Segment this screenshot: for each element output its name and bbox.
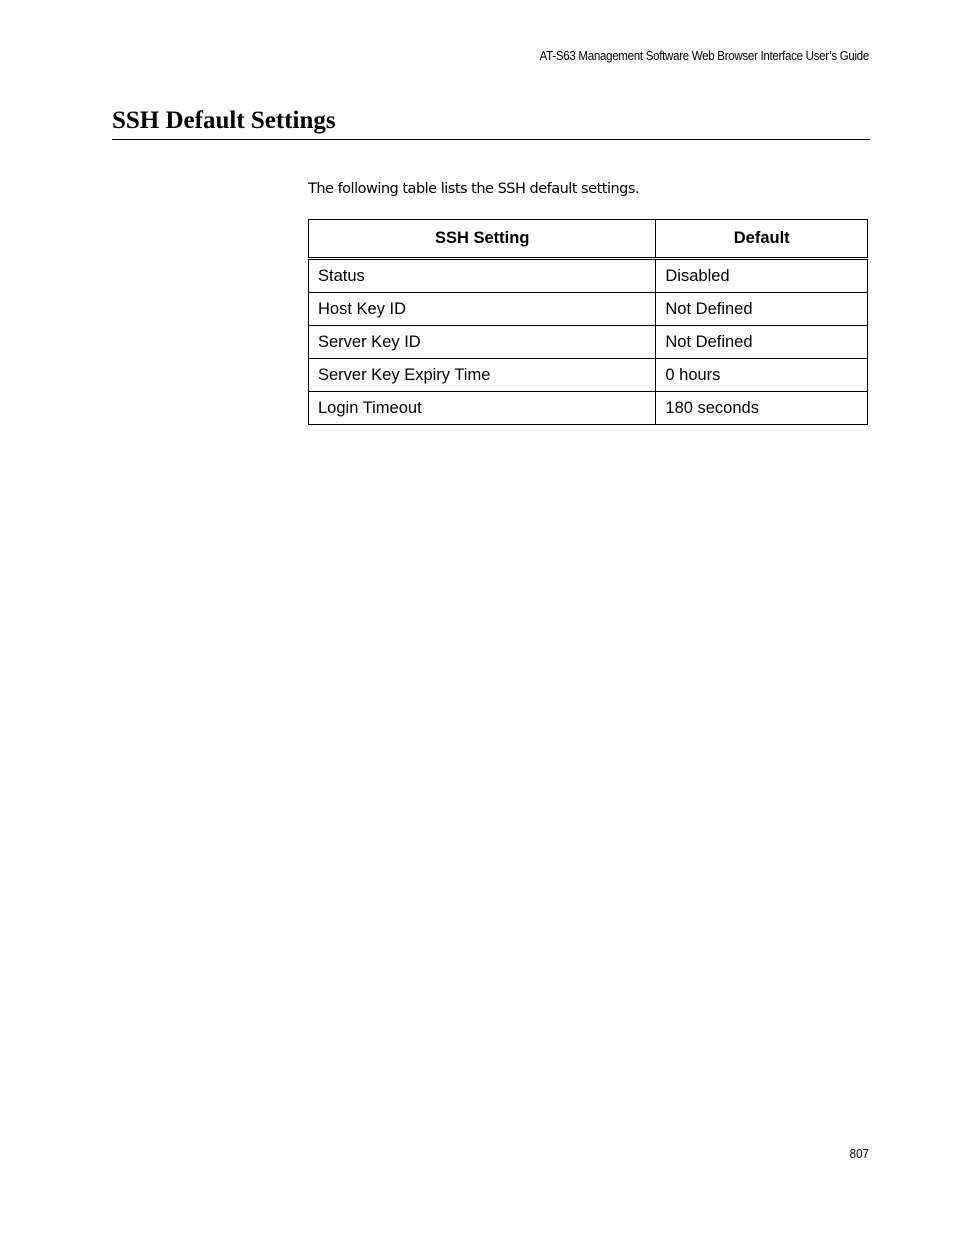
setting-name: Host Key ID xyxy=(309,293,656,326)
table-row xyxy=(309,259,868,293)
setting-name: Login Timeout xyxy=(309,392,656,425)
section-title: SSH Default Settings xyxy=(112,107,336,134)
setting-default: Disabled xyxy=(656,259,868,293)
ssh-defaults-table xyxy=(308,219,868,425)
table-row xyxy=(309,293,868,326)
setting-default: 180 seconds xyxy=(656,392,868,425)
intro-text: The following table lists the SSH default settings. xyxy=(308,181,640,197)
table-header-row xyxy=(309,220,868,259)
title-rule xyxy=(112,139,870,140)
column-header-default: Default xyxy=(656,220,868,259)
setting-name: Server Key Expiry Time xyxy=(309,359,656,392)
table-row xyxy=(309,359,868,392)
setting-name: Status xyxy=(309,259,656,293)
running-header: AT-S63 Management Software Web Browser Interface User’s Guide xyxy=(539,49,869,63)
column-header-ssh-setting: SSH Setting xyxy=(309,220,656,259)
table-row xyxy=(309,392,868,425)
setting-name: Server Key ID xyxy=(309,326,656,359)
table-row xyxy=(309,326,868,359)
setting-default: Not Defined xyxy=(656,326,868,359)
setting-default: Not Defined xyxy=(656,293,868,326)
setting-default: 0 hours xyxy=(656,359,868,392)
page-number: 807 xyxy=(849,1147,869,1161)
